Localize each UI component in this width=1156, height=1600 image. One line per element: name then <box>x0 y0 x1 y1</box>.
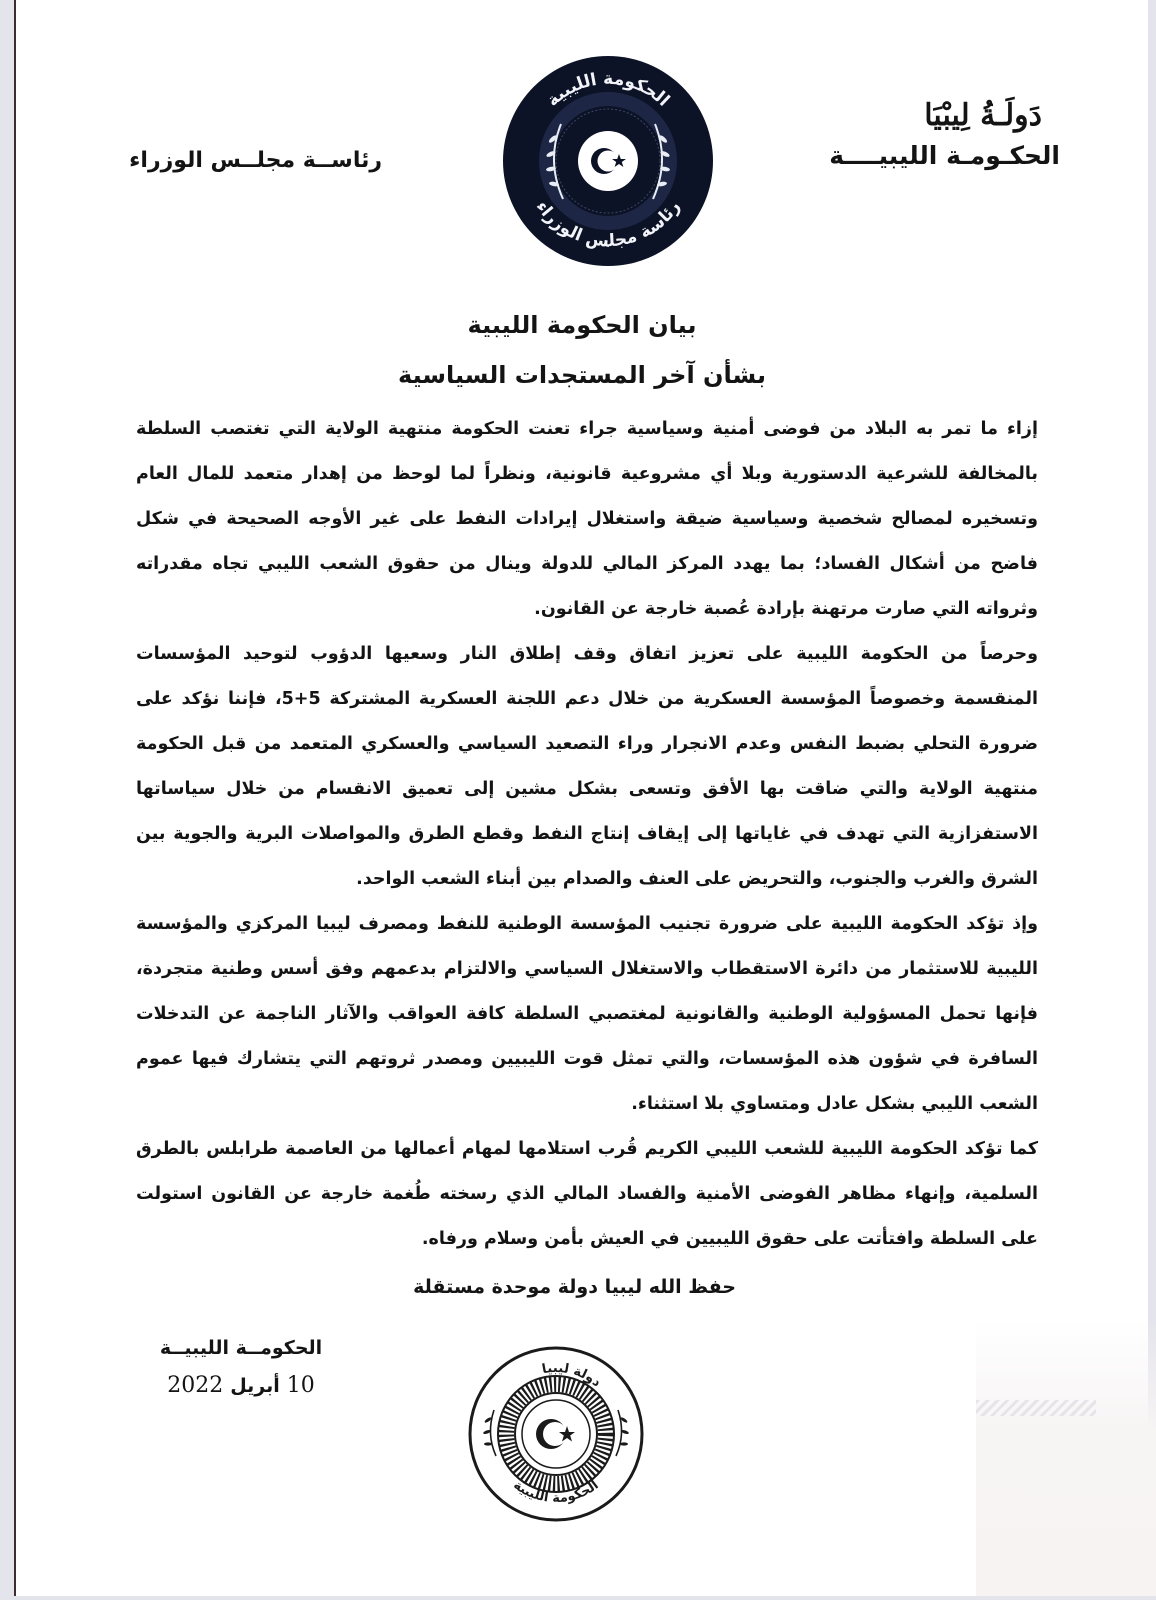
document-page <box>14 0 1148 1596</box>
letterhead-left: رئاســة مجلــس الوزراء <box>129 148 382 173</box>
paragraph: وإذ تؤكد الحكومة الليبية على ضرورة تجنيب المؤسسة الوطنية للنفط ومصرف ليبيا المركزي والمؤسسة الليبية للاستثمار من دائرة الاستقطاب والاستغلال السياسي والالتزام بدعمهم وفق أسس وطنية متجردة، فإنها تحمل المسؤولية الوطنية والقانونية لمغتصبي السلطة كافة العواقب والآثار الناجمة عن التدخلات السافرة في شؤون هذه المؤسسات، والتي تمثل قوت الليبيين ومصدر ثروتهم التي يتشارك فيها عموم الشعب الليبي بشكل عادل ومتساوي بلا استثناء. <box>136 914 1038 1114</box>
closing-motto: حفظ الله ليبيا دولة موحدة مستقلة <box>413 1276 736 1298</box>
title-line-2: بشأن آخر المستجدات السياسية <box>398 361 766 389</box>
svg-text:رئاسة مجلس الوزراء: رئاسة مجلس الوزراء <box>531 197 685 252</box>
cabinet-seal-icon <box>501 54 715 268</box>
signature-block <box>156 1330 326 1406</box>
statement-title <box>16 300 1148 400</box>
paragraph: كما تؤكد الحكومة الليبية للشعب الليبي الكريم قُرب استلامها لمهام أعمالها من العاصمة طرابلس بالطرق السلمية، وإنهاء مظاهر الفوضى الأمنية والفساد المالي الذي رسخته طُغمة خارجة عن القانون استولت على السلطة وافتأتت على حقوق الليبيين في العيش بأمن وسلام ورفاه. <box>136 1139 1038 1249</box>
state-name: دَولَـةُ لِيبْيَا <box>924 98 1042 133</box>
title-line-1: بيان الحكومة الليبية <box>467 311 697 339</box>
letterhead-right <box>800 94 1060 174</box>
paragraph: إزاء ما تمر به البلاد من فوضى أمنية وسياسية جراء تعنت الحكومة منتهية الولاية التي تغتصب السلطة بالمخالفة للشرعية الدستورية وبلا أي مشروعية قانونية، ونظراً لما لوحظ من إهدار متعمد للمال العام وتسخيره لمصالح شخصية وسياسية ضيقة واستغلال إيرادات النفط على غير الأوجه الصحيحة في شكل فاضح من أشكال الفساد؛ بما يهدد المركز المالي للدولة وينال من حقوق الشعب الليبي تجاه مقدراته وثرواته التي صارت مرتهنة بإرادة عُصبة خارجة عن القانون. <box>136 419 1038 619</box>
date-year: 2022 <box>167 1373 224 1398</box>
date-month: أبريل <box>230 1375 280 1397</box>
svg-text:الحكومة الليبية: الحكومة الليبية <box>510 1477 602 1507</box>
statement-body <box>136 407 1038 1262</box>
svg-text:دولة ليبيا: دولة ليبيا <box>540 1360 604 1391</box>
date-day: 10 <box>286 1373 315 1398</box>
statement-date <box>156 1366 326 1406</box>
svg-text:الحكومة الليبية: الحكومة الليبية <box>542 69 674 111</box>
paper-shadow <box>976 1320 1156 1596</box>
faint-bleedthrough-mark <box>976 1400 1096 1416</box>
government-stamp-icon <box>466 1344 646 1524</box>
signature-organization: الحكومــة الليبيــة <box>159 1337 323 1359</box>
government-name: الحكـومـة الليبيــــة <box>829 141 1060 170</box>
paragraph: وحرصاً من الحكومة الليبية على تعزيز اتفاق وقف إطلاق النار وسعيها الدؤوب لتوحيد المؤسسات المنقسمة وخصوصاً المؤسسة العسكرية من خلال دعم اللجنة العسكرية المشتركة 5+5، فإننا نؤكد على ضرورة التحلي بضبط النفس وعدم الانجرار وراء التصعيد السياسي والعسكري المتعمد من قبل الحكومة منتهية الولاية والتي ضاقت بها الأفق وتسعى بشكل مشين إلى تعميق الانقسام من خلال سياساتها الاستفزازية التي تهدف في غاياتها إلى إيقاف إنتاج النفط وقطع الطرق والمواصلات البرية والجوية بين الشرق والغرب والجنوب، والتحريض على العنف والصدام بين أبناء الشعب الواحد. <box>136 644 1038 889</box>
